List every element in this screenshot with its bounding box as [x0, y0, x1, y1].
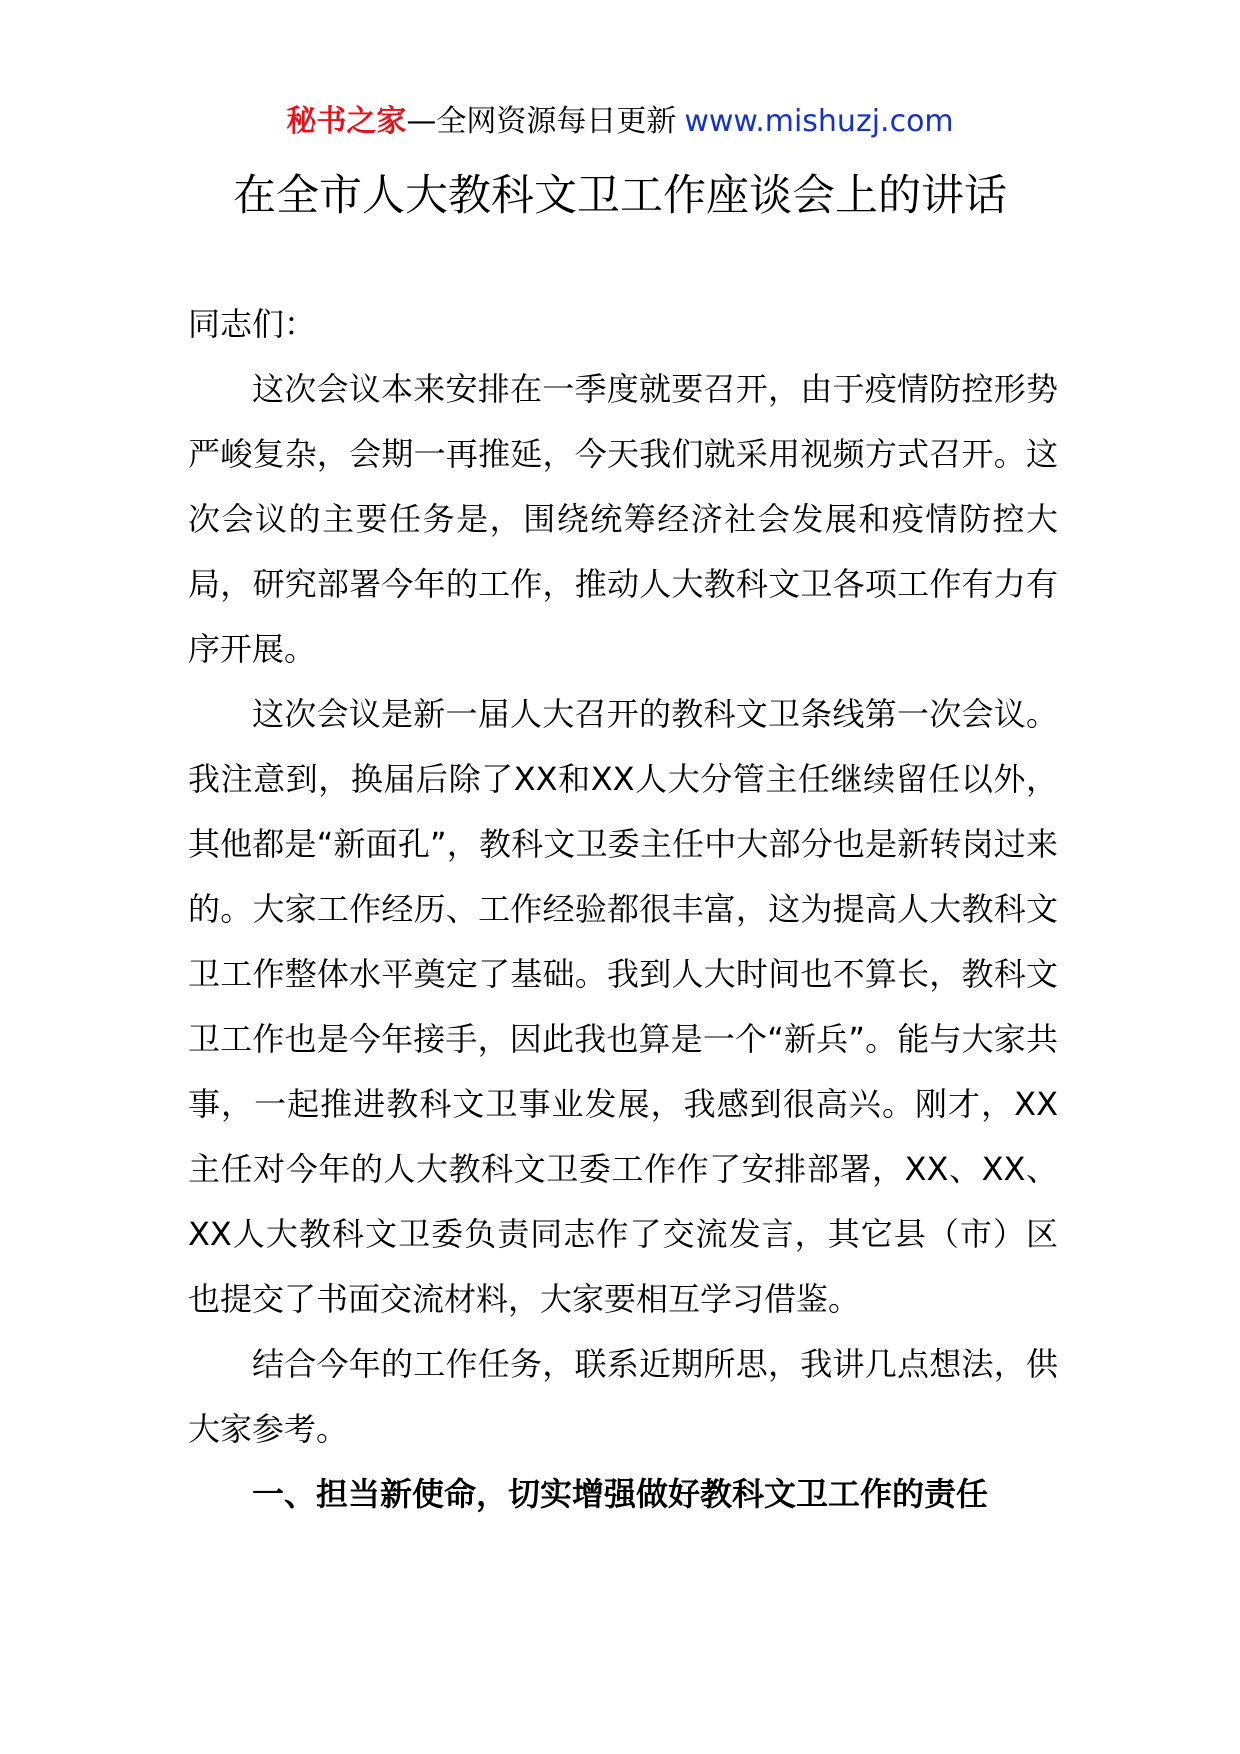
section-heading: 一、担当新使命，切实增强做好教科文卫工作的责任 [252, 1475, 989, 1513]
document-title: 在全市人大教科文卫工作座谈会上的讲话 [233, 171, 1007, 221]
body-paragraph: 这次会议本来安排在一季度就要召开，由于疫情防控形势严峻复杂，会期一再推延，今天我们就采用视频方式召开。这次会议的主要任务是，围绕统筹经济社会发展和疫情防控大局，研究部署今年的工作，推动人大教科文卫各项工作有力有序开展。 [188, 370, 1058, 668]
body-paragraph: 结合今年的工作任务，联系近期所思，我讲几点想法，供大家参考。 [188, 1345, 1058, 1448]
site-url-link[interactable]: www.mishuzj.com [684, 104, 954, 139]
site-header [0, 100, 1240, 144]
body-paragraph: 这次会议是新一届人大召开的教科文卫条线第一次会议。我注意到，换届后除了XX和XX人大分管主任继续留任以外，其他都是“新面孔”，教科文卫委主任中大部分也是新转岗过来的。大家工作经历、工作经验都很丰富，这为提高人大教科文卫工作整体水平奠定了基础。我到人大时间也不算长，教科文卫工作也是今年接手，因此我也算是一个“新兵”。能与大家共事，一起推进教科文卫事业发展，我感到很高兴。刚才，XX主任对今年的人大教科文卫委工作作了安排部署，XX、XX、XX人大教科文卫委负责同志作了交流发言，其它县（市）区也提交了书面交流材料，大家要相互学习借鉴。 [188, 695, 1058, 1318]
site-tagline: —全网资源每日更新 [406, 104, 677, 139]
greeting: 同志们： [188, 305, 317, 343]
document-body [188, 292, 1058, 1527]
site-brand: 秘书之家 [286, 104, 407, 139]
